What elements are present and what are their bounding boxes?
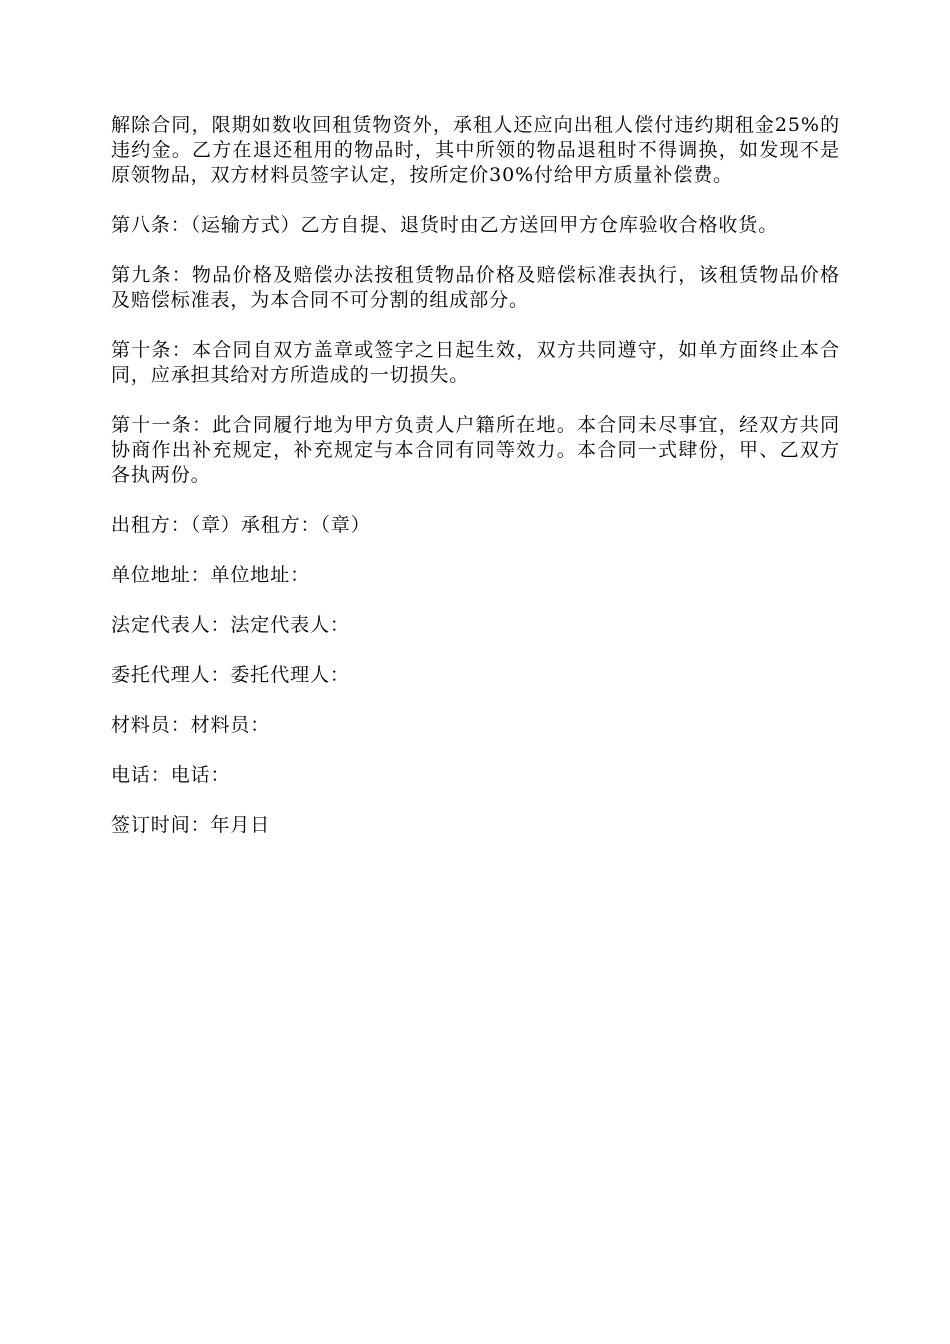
signature-line-authorized-agent: 委托代理人：委托代理人： — [111, 664, 350, 686]
signature-line-parties: 出租方：（章）承租方：（章） — [111, 514, 371, 536]
signature-line-signing-date: 签订时间：年月日 — [111, 814, 271, 836]
signature-line-legal-representative: 法定代表人：法定代表人： — [111, 614, 350, 636]
paragraph-article-8-transport: 第八条：（运输方式）乙方自提、退货时由乙方送回甲方仓库验收合格收货。 — [111, 214, 779, 236]
paragraph-article-9-pricing: 第九条：物品价格及赔偿办法按租赁物品价格及赔偿标准表执行，该租赁物品价格及赔偿标准表，为本合同不可分割的组成部分。 — [111, 264, 840, 311]
paragraph-article-11-performance: 第十一条：此合同履行地为甲方负责人户籍所在地。本合同未尽事宜，经双方共同协商作出补充规定，补充规定与本合同有同等效力。本合同一式肆份，甲、乙双方各执两份。 — [111, 414, 840, 486]
document-body — [111, 113, 840, 863]
signature-line-address: 单位地址：单位地址： — [111, 564, 311, 586]
signature-line-material-staff: 材料员：材料员： — [111, 714, 271, 736]
paragraph-article-10-effective: 第十条：本合同自双方盖章或签字之日起生效，双方共同遵守，如单方面终止本合同，应承担其给对方所造成的一切损失。 — [111, 339, 840, 386]
paragraph-termination-penalty: 解除合同，限期如数收回租赁物资外，承租人还应向出租人偿付违约期租金25%的违约金。乙方在退还租用的物品时，其中所领的物品退租时不得调换，如发现不是原领物品，双方材料员签字认定，按所定价30%付给甲方质量补偿费。 — [111, 114, 840, 186]
signature-line-phone: 电话：电话： — [111, 764, 231, 786]
